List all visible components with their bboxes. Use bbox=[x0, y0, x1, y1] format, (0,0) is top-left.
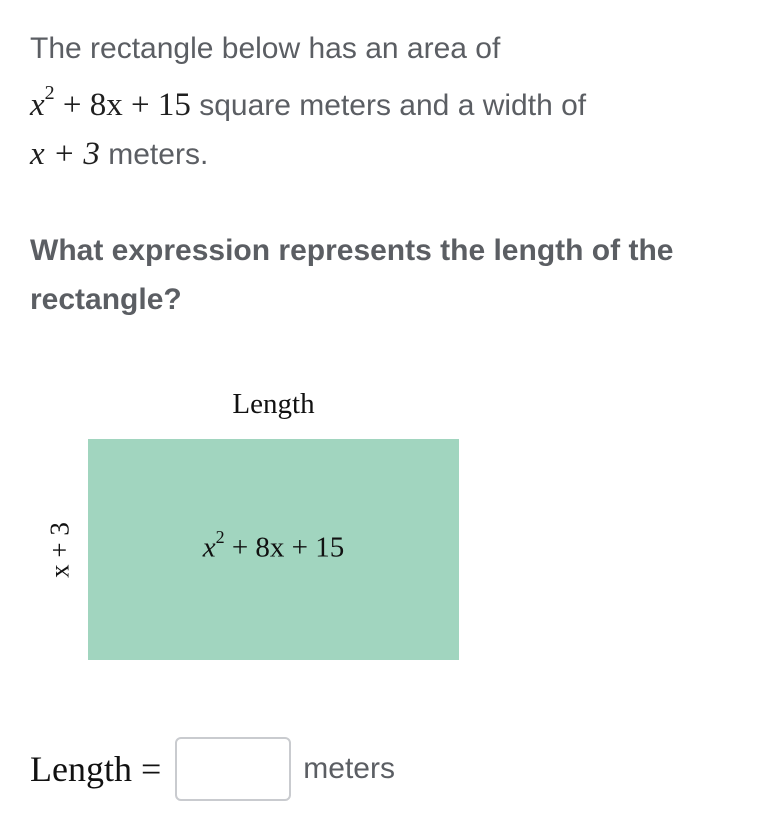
width-expression: x + 3 bbox=[30, 136, 100, 172]
answer-row bbox=[30, 736, 395, 802]
area-expr-exponent: 2 bbox=[44, 82, 55, 104]
rectangle-area-expression bbox=[88, 527, 459, 565]
width-side-label: x + 3 bbox=[44, 522, 75, 578]
rect-expr-base: x bbox=[202, 531, 216, 564]
problem-statement bbox=[30, 24, 750, 179]
rect-expr-rest: + 8x + 15 bbox=[231, 531, 345, 564]
length-label: Length bbox=[232, 388, 315, 420]
area-expr-rest: + 8x + 15 bbox=[62, 87, 191, 123]
problem-text-intro: The rectangle below has an area of bbox=[30, 32, 501, 65]
rect-expr-exponent: 2 bbox=[215, 527, 225, 547]
length-answer-input[interactable] bbox=[175, 737, 291, 801]
area-expression bbox=[30, 82, 191, 123]
question-text: What expression represents the length of the rectangle? bbox=[30, 234, 674, 316]
problem-text-end: meters. bbox=[99, 138, 209, 171]
problem-text-middle: square meters and a width of bbox=[190, 89, 587, 122]
area-rectangle bbox=[88, 439, 459, 660]
area-expr-base: x bbox=[30, 87, 45, 123]
answer-label: Length = bbox=[30, 749, 162, 789]
answer-unit: meters bbox=[303, 752, 395, 785]
